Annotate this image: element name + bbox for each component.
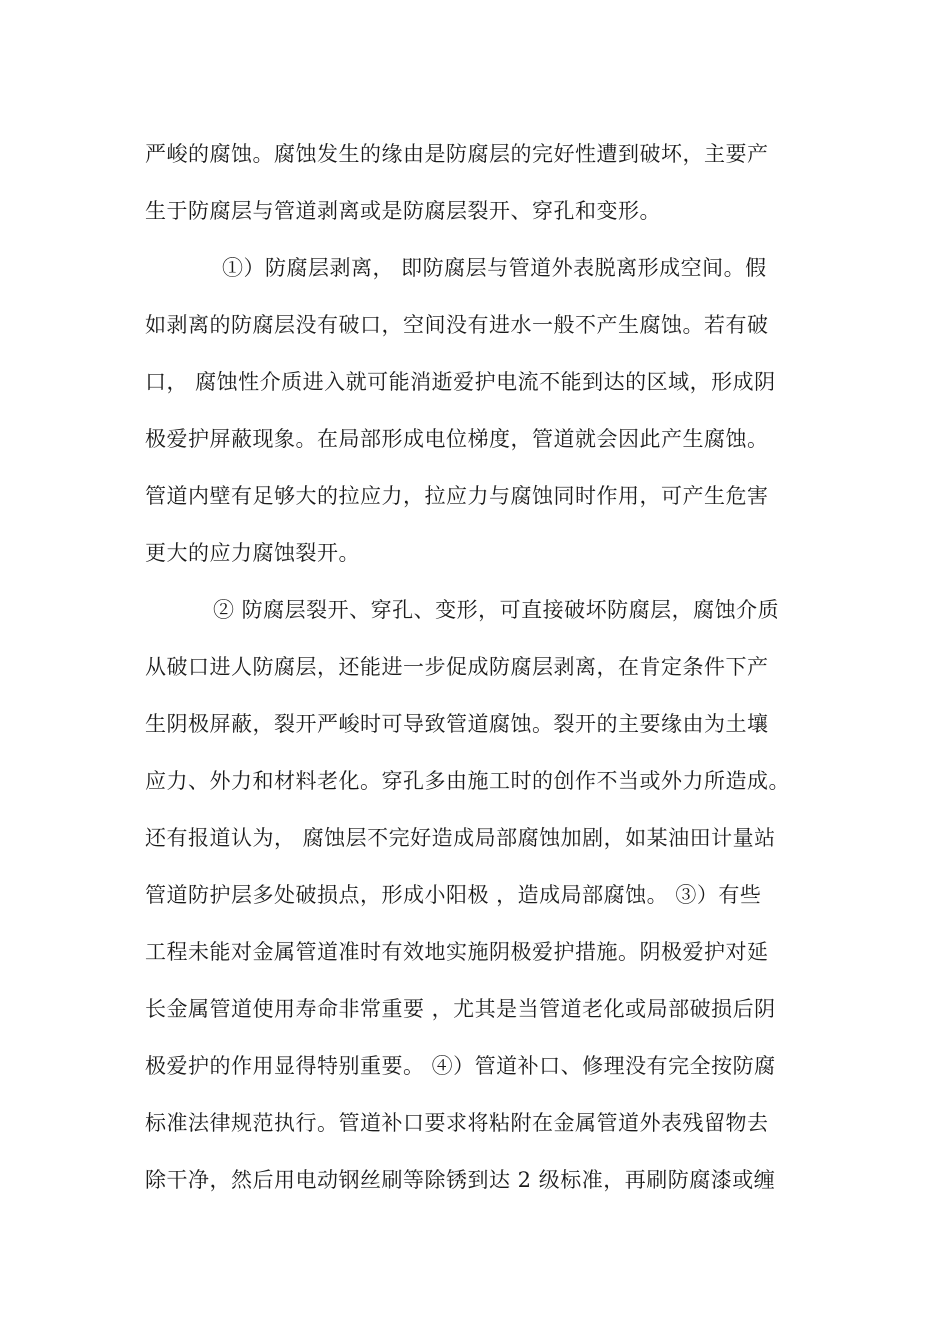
text-line: 口， 腐蚀性介质进入就可能消逝爱护电流不能到达的区域，形成阴: [145, 370, 776, 394]
text-line: 更大的应力腐蚀裂开。: [145, 541, 360, 565]
text-line: 严峻的腐蚀。腐蚀发生的缘由是防腐层的完好性遭到破坏，主要产: [145, 142, 769, 166]
text-line: 管道内壁有足够大的拉应力，拉应力与腐蚀同时作用，可产生危害: [145, 484, 769, 508]
text-line: 极爱护屏蔽现象。在局部形成电位梯度，管道就会因此产生腐蚀。: [145, 427, 769, 451]
text-line: 管道防护层多处破损点，形成小阳极 ，造成局部腐蚀。 ③）有些: [145, 883, 762, 907]
text-line: 生于防腐层与管道剥离或是防腐层裂开、穿孔和变形。: [145, 199, 661, 223]
text-line: 标准法律规范执行。管道补口要求将粘附在金属管道外表残留物去: [145, 1111, 769, 1135]
text-line: 还有报道认为， 腐蚀层不完好造成局部腐蚀加剧，如某油田计量站: [145, 826, 776, 850]
text-line: 长金属管道使用寿命非常重要 ，尤其是当管道老化或局部破损后阴: [145, 997, 776, 1021]
paragraph-2-first-line: ② 防腐层裂开、穿孔、变形，可直接破坏防腐层，腐蚀介质: [213, 598, 780, 622]
text-line: 工程未能对金属管道准时有效地实施阴极爱护措施。阴极爱护对延: [145, 940, 769, 964]
text-line: 除干净，然后用电动钢丝刷等除锈到达 2 级标准，再刷防腐漆或缠: [145, 1168, 776, 1192]
text-line: 生阴极屏蔽，裂开严峻时可导致管道腐蚀。裂开的主要缘由为土壤: [145, 712, 769, 736]
paragraph-1-first-line: ①）防腐层剥离， 即防腐层与管道外表脱离形成空间。假: [222, 256, 767, 280]
text-line: 如剥离的防腐层没有破口，空间没有进水一般不产生腐蚀。若有破: [145, 313, 769, 337]
text-line: 极爱护的作用显得特别重要。 ④）管道补口、修理没有完全按防腐: [145, 1054, 776, 1078]
text-line: 应力、外力和材料老化。穿孔多由施工时的创作不当或外力所造成。: [145, 769, 790, 793]
text-line: 从破口进人防腐层，还能进一步促成防腐层剥离，在肯定条件下产: [145, 655, 769, 679]
